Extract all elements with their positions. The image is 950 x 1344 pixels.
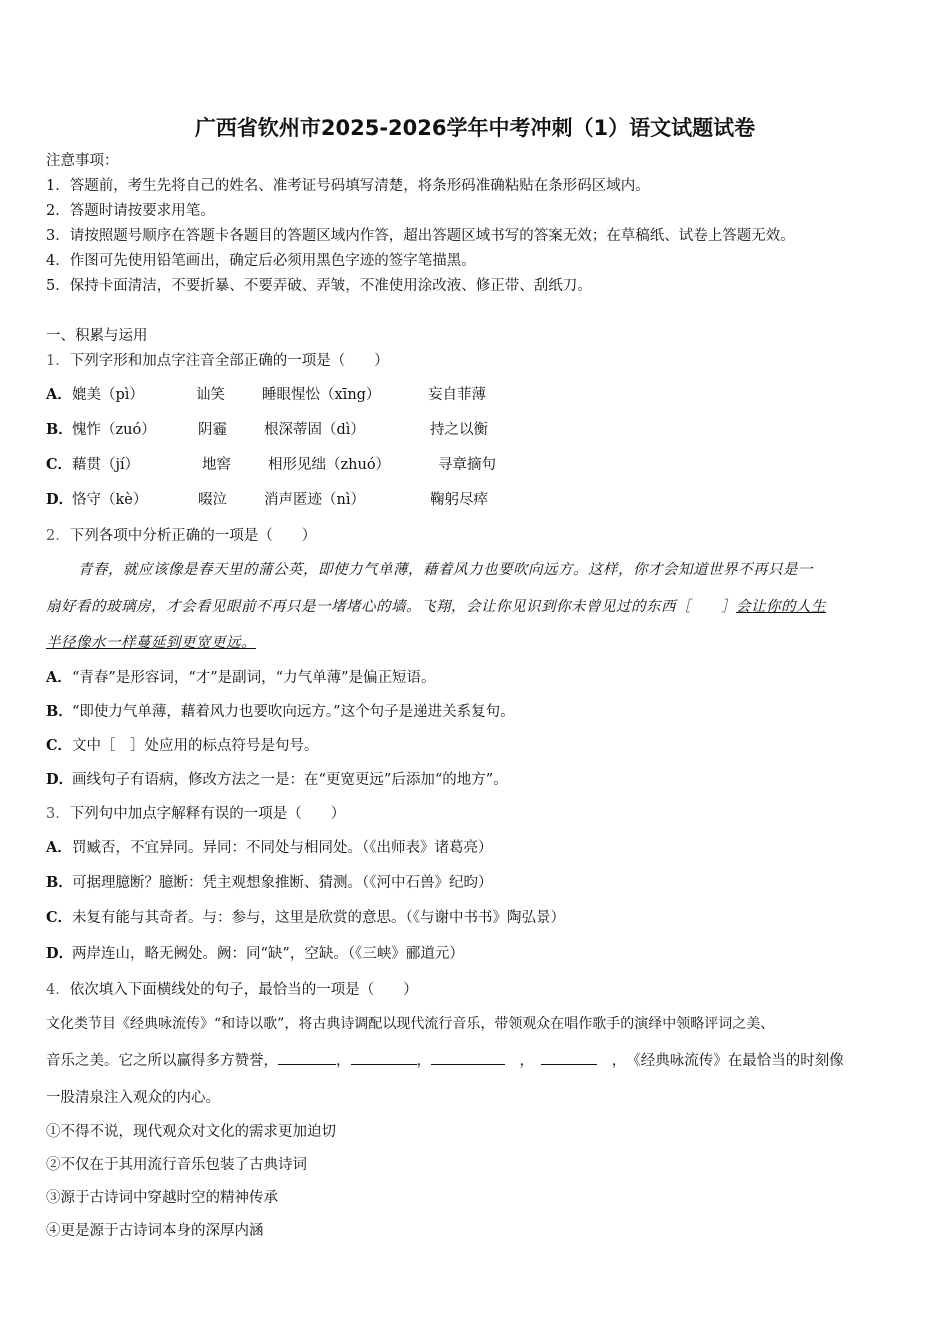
q3-option-d	[46, 944, 464, 964]
q3-option-a	[46, 838, 493, 858]
option-text: 画线句子有语病，修改方法之一是：在“更宽更远”后添加“的地方”。	[72, 772, 508, 788]
fill-blank	[351, 1050, 417, 1065]
question-number: 3．	[46, 806, 70, 822]
passage-line: 文化类节目《经典咏流传》“和诗以歌”，将古典诗调配以现代流行音乐，带领观众在唱作歌手的演绎中领略评词之美、	[46, 1016, 775, 1032]
passage-text: 音乐之美。它之所以赢得多方赞誉，	[46, 1053, 278, 1069]
question-stem: 下列各项中分析正确的一项是（ ）	[69, 528, 317, 544]
q2-option-b	[46, 702, 515, 722]
blank-separator: ，	[416, 1053, 431, 1069]
q2-option-d	[46, 770, 508, 790]
q2-option-a	[46, 668, 435, 688]
option-text: “即使力气单薄，藉着风力也要吹向远方。”这个句子是递进关系复句。	[72, 704, 515, 720]
passage-line: 青春，就应该像是春天里的蒲公英，即使力气单薄，藉着风力也要吹向远方。这样，你才会知道世界不再只是一	[78, 562, 813, 578]
list-item: ①不得不说，现代观众对文化的需求更加迫切	[46, 1124, 336, 1140]
option-cell: 妄自菲薄	[428, 387, 486, 403]
fill-blank	[431, 1050, 505, 1065]
option-label: B．	[46, 703, 73, 720]
option-label: A．	[46, 669, 72, 686]
list-item: ③源于古诗词中穿越时空的精神传承	[46, 1190, 278, 1206]
notice-item: 2．答题时请按要求用笔。	[46, 203, 215, 219]
option-label: A．	[46, 386, 72, 403]
option-label: C．	[46, 456, 73, 473]
option-text: 两岸连山，略无阙处。阙：同“缺”，空缺。（《三峡》郦道元）	[72, 946, 464, 962]
notice-item: 4．作图可先使用铅笔画出，确定后必须用黑色字迹的签字笔描黑。	[46, 253, 476, 269]
page-title: 广西省钦州市2025-2026学年中考冲刺（1）语文试题试卷	[194, 116, 756, 140]
option-label: A．	[46, 839, 72, 856]
notice-heading: 注意事项：	[46, 153, 119, 169]
underlined-sentence: 会让你的人生	[736, 599, 826, 615]
option-label: C．	[46, 737, 73, 754]
q1-option-c	[46, 455, 496, 475]
question-stem: 下列字形和加点字注音全部正确的一项是（ ）	[69, 353, 389, 369]
q3-option-c	[46, 908, 565, 928]
fill-blank	[278, 1050, 336, 1065]
option-label: B．	[46, 421, 73, 438]
notice-item: 1．答题前，考生先将自己的姓名、准考证号码填写清楚，将条形码准确粘贴在条形码区域内。	[46, 178, 650, 194]
passage-text: 扇好看的玻璃房，才会看见眼前不再只是一堵堵心的墙。飞翔，会让你见识到你未曾见过的东西［ ］	[46, 599, 736, 615]
passage-line: 一股清泉注入观众的内心。	[46, 1090, 220, 1106]
option-cell: 睡眼惺忪（xīng）	[262, 387, 381, 403]
question-number: 1．	[46, 353, 70, 369]
fill-blank	[541, 1050, 597, 1065]
passage-line	[46, 597, 826, 617]
question-number: 4．	[46, 982, 70, 998]
question-2	[46, 526, 316, 546]
option-cell: 阴霾	[198, 422, 227, 438]
option-cell: 鞠躬尽瘁	[430, 492, 488, 508]
option-cell: 根深蒂固（dì）	[264, 422, 365, 438]
list-item: ②不仅在于其用流行音乐包装了古典诗词	[46, 1157, 307, 1173]
q1-option-a	[46, 385, 486, 405]
passage-line	[46, 1050, 844, 1071]
option-cell: 讪笑	[196, 387, 225, 403]
question-stem: 下列句中加点字解释有误的一项是（ ）	[69, 806, 346, 822]
q2-option-c	[46, 736, 319, 756]
option-label: D．	[46, 491, 74, 508]
option-label: B．	[46, 874, 73, 891]
list-item: ④更是源于古诗词本身的深厚内涵	[46, 1223, 264, 1239]
option-text: “青春”是形容词，“才”是副词，“力气单薄”是偏正短语。	[72, 670, 436, 686]
question-number: 2．	[46, 528, 70, 544]
option-label: C．	[46, 909, 73, 926]
notice-item: 3．请按照题号顺序在答题卡各题目的答题区域内作答，超出答题区域书写的答案无效；在草稿纸、试卷上答题无效。	[46, 228, 795, 244]
question-4	[46, 980, 418, 1000]
passage-text: ， 《经典咏流传》在最恰当的时刻像	[597, 1053, 844, 1069]
question-3	[46, 804, 345, 824]
q1-option-d	[46, 490, 488, 510]
option-cell: 恪守（kè）	[72, 492, 148, 508]
question-1	[46, 351, 389, 371]
option-cell: 相形见绌（zhuó）	[268, 457, 391, 473]
option-cell: 持之以衡	[430, 422, 488, 438]
option-label: D．	[46, 771, 74, 788]
option-text: 可据理臆断？臆断：凭主观想象推断、猜测。（《河中石兽》纪昀）	[72, 875, 493, 891]
option-cell: 地窖	[202, 457, 231, 473]
option-cell: 媲美（pì）	[72, 387, 144, 403]
option-cell: 消声匿迹（nì）	[264, 492, 365, 508]
notice-item: 5．保持卡面清洁，不要折暴、不要弄破、弄皱，不准使用涂改液、修正带、刮纸刀。	[46, 278, 592, 294]
option-text: 未复有能与其奇者。与：参与，这里是欣赏的意思。（《与谢中书书》陶弘景）	[72, 910, 565, 926]
option-text: 罚臧否，不宜异同。异同：不同处与相同处。（《出师表》诸葛亮）	[72, 840, 493, 856]
section-heading: 一、积累与运用	[46, 328, 148, 344]
option-cell: 愧怍（zuó）	[72, 422, 156, 438]
option-text: 文中［ ］处应用的标点符号是句号。	[72, 738, 319, 754]
option-label: D．	[46, 945, 74, 962]
option-cell: 藉贯（jí）	[72, 457, 140, 473]
blank-separator: ，	[336, 1053, 351, 1069]
question-stem: 依次填入下面横线处的句子，最恰当的一项是（ ）	[69, 982, 418, 998]
option-cell: 寻章摘句	[438, 457, 496, 473]
option-cell: 啜泣	[198, 492, 227, 508]
q3-option-b	[46, 873, 493, 893]
underlined-sentence: 半径像水一样蔓延到更宽更远。	[46, 635, 256, 651]
q1-option-b	[46, 420, 488, 440]
blank-separator: ，	[505, 1053, 542, 1069]
